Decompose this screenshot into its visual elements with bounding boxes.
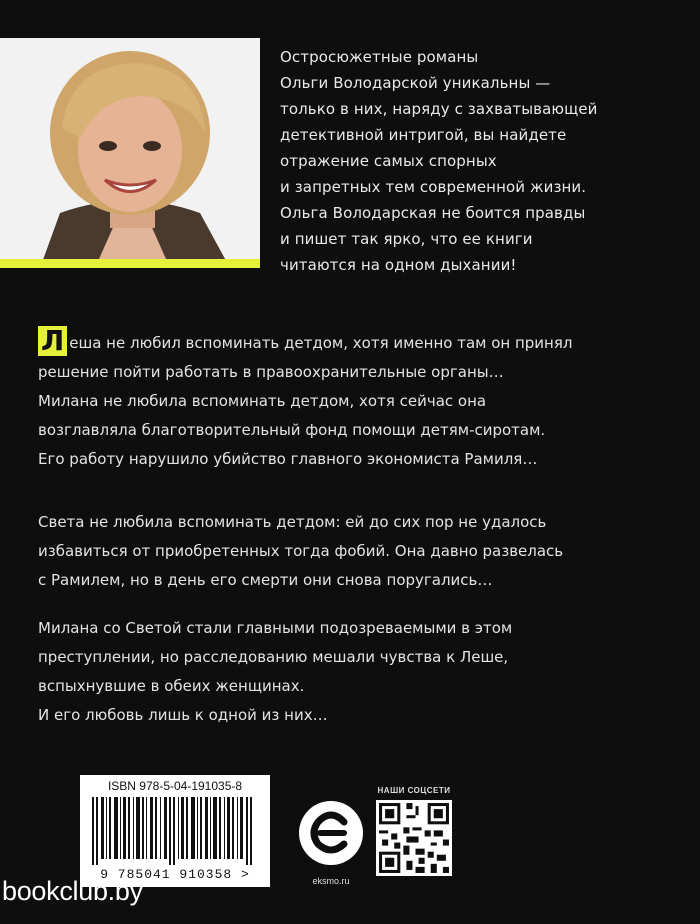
intro-line: читаются на одном дыхании! [280, 256, 517, 274]
paragraph-line: Милана со Светой стали главными подозреваемыми в этом [38, 619, 513, 637]
annotation-paragraph-1 [38, 326, 678, 474]
intro-line: и запретных тем современной жизни. [280, 178, 587, 196]
paragraph-line: И его любовь лишь к одной из них… [38, 706, 328, 724]
qr-code-icon [376, 800, 452, 876]
isbn-text: ISBN 978-5-04-191035-8 [107, 779, 243, 793]
drop-cap: Л [38, 326, 67, 356]
paragraph-line: возглавляла благотворительный фонд помощи детям-сиротам. [38, 421, 546, 439]
social-label: НАШИ СОЦСЕТИ [377, 786, 451, 795]
paragraph-line: Его работу нарушило убийство главного экономиста Рамиля… [38, 450, 538, 468]
paragraph-line: Милана не любила вспоминать детдом, хотя сейчас она [38, 392, 487, 410]
intro-line: Ольги Володарской уникальны — [280, 74, 551, 92]
watermark: bookclub.by [2, 876, 143, 906]
paragraph-line: еша не любил вспоминать детдом, хотя именно там он принял [69, 334, 573, 352]
intro-line: отражение самых спорных [280, 152, 497, 170]
intro-line: детективной интригой, вы найдете [280, 126, 567, 144]
paragraph-line: Света не любила вспоминать детдом: ей до сих пор не удалось [38, 513, 547, 531]
barcode-digits: 9 785041 910358 > [100, 867, 250, 882]
intro-line: и пишет так ярко, что ее книги [280, 230, 533, 248]
intro-line: Остросюжетные романы [280, 48, 479, 66]
paragraph-line: вспыхнувшие в обеих женщинах. [38, 677, 305, 695]
eksmo-logo-icon [298, 800, 364, 866]
paragraph-line: избавиться от приобретенных тогда фобий. Она давно развелась [38, 542, 564, 560]
paragraph-line: преступлении, но расследованию мешали чувства к Леше, [38, 648, 509, 666]
intro-line: Ольга Володарская не боится правды [280, 204, 586, 222]
annotation-paragraph-3 [38, 614, 678, 730]
annotation-paragraph-2 [38, 508, 678, 595]
barcode-bars [92, 797, 258, 865]
paragraph-line: решение пойти работать в правоохранительные органы… [38, 363, 504, 381]
barcode-block [80, 775, 270, 887]
paragraph-line: с Рамилем, но в день его смерти они снова поругались… [38, 571, 493, 589]
author-photo [0, 38, 260, 268]
intro-blurb [280, 44, 700, 278]
publisher-url: eksmo.ru [312, 876, 350, 886]
intro-line: только в них, наряду с захватывающей [280, 100, 598, 118]
